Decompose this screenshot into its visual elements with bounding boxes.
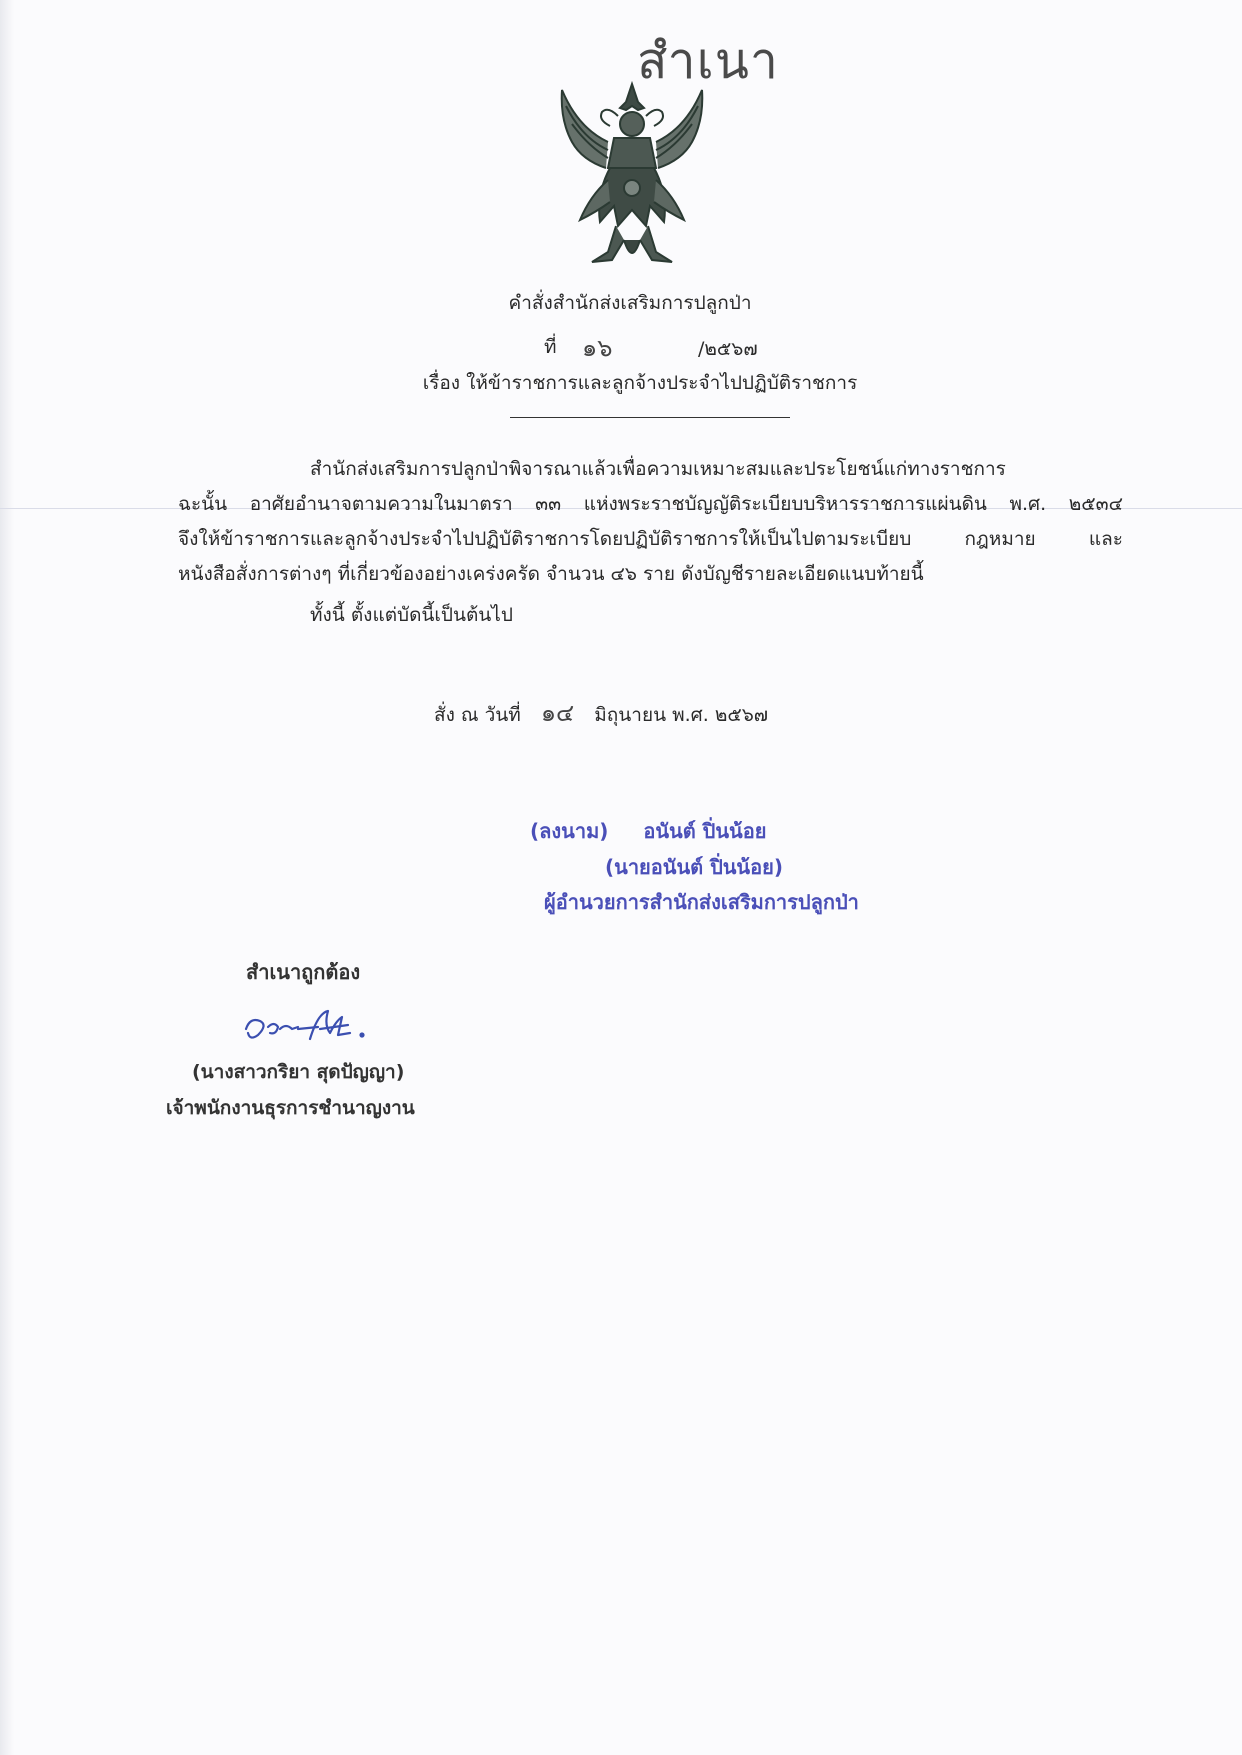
body-line-4: หนังสือสั่งการต่างๆ ที่เกี่ยวข้องอย่างเคร่งครัด จำนวน ๔๖ ราย ดังบัญชีรายละเอียดแนบท้ายนี้	[178, 563, 924, 585]
order-number-label: ที่	[544, 336, 557, 358]
garuda-emblem-icon	[552, 76, 712, 270]
order-year: /๒๕๖๗	[698, 338, 758, 360]
body-line-2: ฉะนั้น อาศัยอำนาจตามความในมาตรา ๓๓ แห่งพระราชบัญญัติระเบียบบริหารราชการแผ่นดิน พ.ศ. ๒๕๓๔	[178, 493, 1123, 515]
handwritten-signature	[240, 1003, 390, 1049]
certifier-position: เจ้าพนักงานธุรการชำนาญงาน	[166, 1097, 415, 1119]
issue-date-prefix: สั่ง ณ วันที่	[434, 704, 521, 726]
signature-line	[530, 815, 766, 847]
scan-edge-shadow	[0, 0, 14, 1755]
header-divider	[510, 417, 790, 418]
signer-full-name: (นายอนันต์ ปิ่นน้อย)	[605, 855, 783, 879]
body-line-3: จึงให้ข้าราชการและลูกจ้างประจำไปปฏิบัติราชการโดยปฏิบัติราชการให้เป็นไปตามระเบียบ กฎหมาย และ	[178, 528, 1123, 550]
signer-position: ผู้อำนวยการสำนักส่งเสริมการปลูกป่า	[544, 890, 859, 914]
issue-month-year: มิถุนายน พ.ศ. ๒๕๖๗	[594, 704, 769, 726]
effective-date-text: ทั้งนี้ ตั้งแต่บัดนี้เป็นต้นไป	[310, 604, 513, 626]
issue-date	[434, 693, 768, 732]
order-number: ๑๖	[582, 334, 613, 362]
certifier-name: (นางสาวกริยา สุดปัญญา)	[192, 1061, 405, 1083]
issue-day: ๑๔	[540, 699, 575, 727]
signed-label: (ลงนาม)	[530, 819, 609, 843]
certified-copy-heading: สำเนาถูกต้อง	[246, 960, 361, 984]
order-body	[178, 452, 1123, 633]
copy-stamp: สำเนา	[637, 32, 779, 90]
order-subject: เรื่อง ให้ข้าราชการและลูกจ้างประจำไปปฏิบัติราชการ	[422, 372, 858, 394]
body-line-1: สำนักส่งเสริมการปลูกป่าพิจารณาแล้วเพื่อความเหมาะสมและประโยชน์แก่ทางราชการ	[310, 458, 1006, 480]
order-title: คำสั่งสำนักส่งเสริมการปลูกป่า	[508, 292, 752, 314]
signed-name: อนันต์ ปิ่นน้อย	[643, 819, 767, 843]
